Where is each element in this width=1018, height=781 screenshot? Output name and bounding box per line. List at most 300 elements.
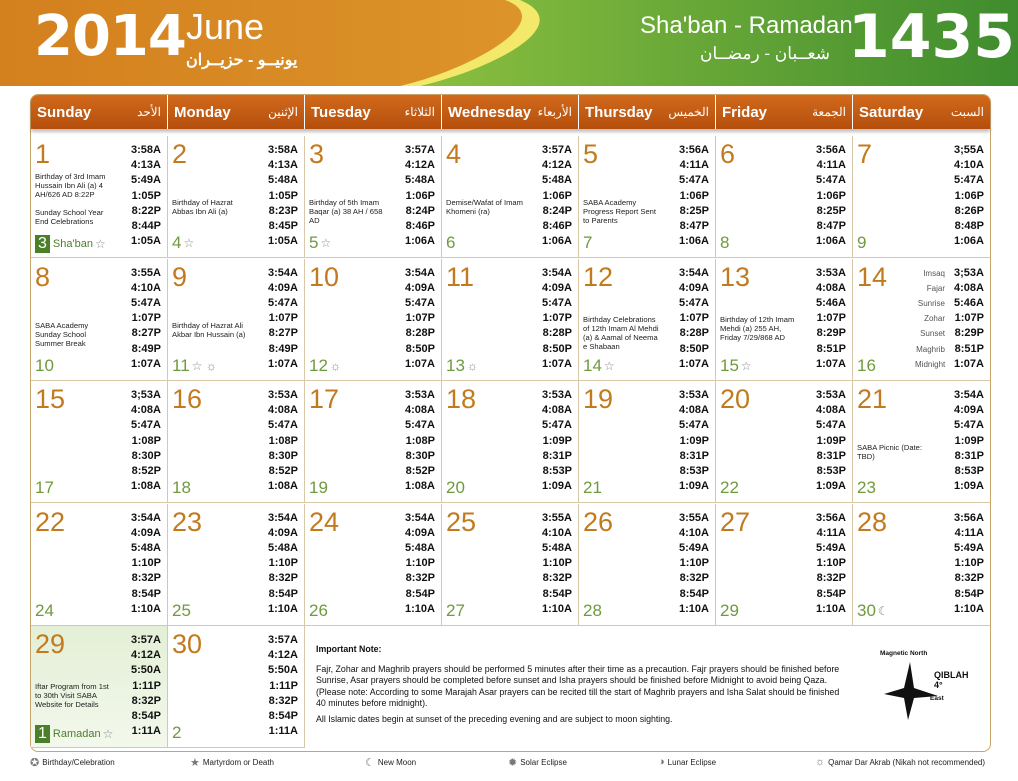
- prayer-time: 4:09A: [268, 281, 298, 294]
- prayer-time: 8:22P: [131, 204, 161, 217]
- prayer-time: 1:06A: [679, 235, 709, 248]
- weekday-friday: [716, 95, 853, 129]
- event-symbol-icon: ☆: [603, 358, 615, 373]
- prayer-time: 4:09A: [954, 404, 984, 417]
- prayer-time-label: Imsaq: [923, 268, 945, 278]
- hijri-day-number: 9: [857, 233, 867, 252]
- hijri-day-number: 27: [446, 600, 465, 620]
- prayer-time: 4:08A: [816, 281, 846, 294]
- prayer-time: 8:28P: [405, 327, 435, 340]
- prayer-time: 8:54P: [405, 587, 435, 600]
- prayer-time: 3:54A: [954, 389, 984, 401]
- hijri-date: [583, 478, 602, 498]
- hijri-date: [583, 233, 592, 253]
- prayer-time: 4:08A: [405, 404, 435, 417]
- prayer-time: 3:54A: [542, 266, 572, 279]
- hijri-day-number: 26: [309, 600, 328, 620]
- day-number: 30: [172, 629, 203, 659]
- prayer-time: 3:54A: [268, 266, 298, 279]
- prayer-times: [131, 511, 161, 617]
- prayer-time: 3:56A: [679, 144, 709, 156]
- event-note: SABA Academy Sunday School Summer Break: [35, 320, 89, 348]
- prayer-time: 5:48A: [542, 174, 572, 187]
- weekday-header-row: [31, 95, 990, 129]
- prayer-time: 1:10P: [542, 557, 572, 570]
- prayer-times: [542, 143, 572, 249]
- event-note: Birthday of 5th Imam Baqar (a) 38 AH / 658 AD: [309, 198, 383, 225]
- prayer-time: 1:05A: [268, 235, 298, 248]
- prayer-time: 1:09P: [954, 434, 984, 447]
- prayer-time: 1:06P: [405, 189, 435, 202]
- month-title-arabic: يونيــو - حزيــران: [186, 52, 298, 69]
- legend-label: Solar Eclipse: [520, 758, 567, 767]
- prayer-time: 3:53A: [816, 266, 846, 279]
- prayer-time: 1:10A: [679, 602, 709, 615]
- weekday-ar: الأحد: [137, 105, 161, 119]
- prayer-time: 8:24P: [542, 204, 572, 217]
- hijri-day-number: 11: [172, 355, 190, 375]
- prayer-time-labels: [915, 266, 945, 372]
- calendar-day-cell: [31, 504, 168, 626]
- day-number: 28: [857, 506, 888, 537]
- day-number: 10: [309, 261, 340, 292]
- prayer-time: 1:10P: [679, 557, 709, 570]
- prayer-time: 1:10A: [405, 602, 435, 615]
- prayer-time: 1:07P: [131, 312, 161, 325]
- prayer-time: 1:10P: [131, 557, 161, 570]
- prayer-time: 8:46P: [405, 220, 435, 233]
- day-number: 12: [583, 261, 614, 292]
- prayer-time: 1:09A: [542, 480, 572, 493]
- calendar-day-cell: [853, 504, 990, 626]
- prayer-time: 4:11A: [816, 526, 846, 539]
- legend-item: [815, 756, 985, 768]
- hijri-date: [446, 356, 478, 376]
- weekday-saturday: [853, 95, 990, 129]
- calendar-day-cell: [168, 626, 305, 748]
- prayer-times: [131, 143, 161, 249]
- prayer-times: [405, 388, 435, 494]
- prayer-time-label: Maghrib: [916, 344, 945, 354]
- legend-item: [365, 756, 416, 769]
- prayer-time: 5:47A: [679, 174, 709, 187]
- weekday-ar: الثلاثاء: [404, 105, 435, 119]
- hijri-year-title: 1435: [848, 2, 1015, 72]
- prayer-time: 4:08A: [954, 281, 984, 294]
- new-moon-icon: ☾: [365, 757, 375, 769]
- prayer-time: 1:09A: [679, 480, 709, 493]
- prayer-time: 5:47A: [268, 296, 298, 309]
- prayer-time: 1:09A: [816, 480, 846, 493]
- weekday-en: Thursday: [585, 103, 653, 121]
- hijri-day-number: 3: [35, 235, 50, 253]
- hijri-date: [35, 356, 54, 376]
- lunar-eclipse-icon: ◑: [658, 756, 665, 768]
- prayer-time: 3:53A: [405, 389, 435, 401]
- prayer-time: 1:10P: [954, 557, 984, 570]
- prayer-time: 1:05P: [131, 189, 161, 202]
- hijri-date: [446, 601, 465, 621]
- hijri-date: [172, 601, 191, 621]
- prayer-times: [954, 266, 984, 372]
- important-note-paragraph: All Islamic dates begin at sunset of the preceding evening and are subject to moon sighting.: [316, 713, 673, 724]
- prayer-times: [954, 511, 984, 617]
- prayer-time: 1:10A: [268, 602, 298, 615]
- legend-label: Martyrdom or Death: [202, 758, 275, 767]
- compass-arrow-icon: [880, 658, 950, 728]
- prayer-time: 5:47A: [816, 419, 846, 432]
- day-number: 21: [857, 384, 888, 414]
- hijri-day-number: 28: [583, 600, 602, 620]
- day-number: 13: [720, 261, 751, 292]
- prayer-time: 3:54A: [679, 266, 709, 279]
- prayer-time: 4:08A: [131, 404, 161, 417]
- prayer-time: 8:54P: [268, 710, 298, 723]
- calendar-day-cell: [442, 259, 579, 381]
- day-number: 5: [583, 139, 599, 169]
- prayer-time: 4:11A: [954, 526, 984, 539]
- prayer-time: 8:29P: [954, 327, 984, 340]
- hijri-date: [720, 233, 729, 253]
- prayer-time: 4:12A: [542, 159, 572, 172]
- prayer-time: 8:31P: [816, 449, 846, 462]
- prayer-time: 4:09A: [131, 526, 161, 539]
- prayer-time: 5:48A: [542, 541, 572, 554]
- hijri-day-number: 17: [35, 478, 54, 497]
- prayer-time: 1:10P: [816, 557, 846, 570]
- prayer-times: [816, 388, 846, 494]
- prayer-time: 1:07P: [954, 312, 984, 325]
- prayer-time: 3;55A: [954, 144, 984, 156]
- prayer-time: 1:06P: [954, 189, 984, 202]
- prayer-time: 8:50P: [679, 342, 709, 355]
- day-number: 9: [172, 261, 188, 292]
- prayer-times: [131, 266, 161, 372]
- legend-label: Qamar Dar Akrab (Nikah not recommended): [828, 757, 986, 767]
- prayer-time: 4:09A: [679, 281, 709, 294]
- prayer-time: 5:46A: [816, 296, 846, 309]
- prayer-time: 1:07A: [816, 357, 846, 370]
- symbol-legend: [30, 755, 1018, 771]
- day-number: 6: [720, 139, 736, 169]
- prayer-time: 8:53P: [679, 465, 709, 478]
- weekday-sunday: [31, 95, 168, 129]
- prayer-time: 8:54P: [954, 587, 984, 600]
- prayer-time: 3:56A: [816, 144, 846, 156]
- prayer-time: 8:30P: [268, 449, 298, 462]
- weekday-monday: [168, 95, 305, 129]
- event-note: SABA Picnic (Date: TBD): [857, 443, 922, 461]
- prayer-time: 3:54A: [405, 266, 435, 279]
- hijri-date: [35, 478, 54, 498]
- legend-item: [658, 756, 716, 768]
- prayer-time: 1:07A: [268, 357, 298, 370]
- hijri-date: [857, 356, 876, 376]
- prayer-time: 8:45P: [268, 220, 298, 233]
- prayer-time: 5:47A: [679, 296, 709, 309]
- hijri-day-number: 30: [857, 600, 876, 620]
- prayer-time: 1:08A: [268, 480, 298, 493]
- prayer-time: 4:11A: [679, 159, 709, 172]
- calendar-day-cell: [305, 136, 442, 258]
- event-symbol-icon: ☆: [102, 727, 114, 741]
- weekday-en: Saturday: [859, 103, 924, 121]
- prayer-time: 4:13A: [268, 159, 298, 172]
- prayer-time: 1:07P: [268, 312, 298, 325]
- prayer-time: 5:49A: [131, 174, 161, 187]
- prayer-time: 1:09A: [954, 480, 984, 493]
- calendar-day-cell: [579, 259, 716, 381]
- prayer-time: 1:06P: [679, 189, 709, 202]
- prayer-time: 1:07P: [405, 312, 435, 325]
- calendar-day-cell: [853, 381, 990, 503]
- prayer-time: 1:09P: [816, 434, 846, 447]
- legend-item: [30, 756, 115, 769]
- prayer-time: 8:29P: [816, 327, 846, 340]
- legend-item: [508, 756, 567, 769]
- prayer-time: 1:08P: [131, 434, 161, 447]
- prayer-time: 8:28P: [679, 327, 709, 340]
- prayer-time: 8:53P: [954, 465, 984, 478]
- prayer-time: 4:08A: [816, 404, 846, 417]
- prayer-time: 3:57A: [542, 144, 572, 156]
- event-symbol-icon: ☆ ☼: [191, 358, 217, 373]
- qiblah-compass: [880, 650, 980, 720]
- prayer-time: 1:10A: [542, 602, 572, 615]
- hijri-month-name: Sha'ban: [52, 238, 93, 250]
- prayer-time: 3:54A: [131, 511, 161, 524]
- prayer-time: 1:08P: [268, 434, 298, 447]
- prayer-time: 4:11A: [816, 159, 846, 172]
- prayer-times: [816, 143, 846, 249]
- event-note: Demise/Wafat of Imam Khomeni (ra): [446, 198, 523, 216]
- weekday-ar: الخميس: [668, 105, 709, 119]
- prayer-time: 4:10A: [954, 159, 984, 172]
- hijri-day-number: 29: [720, 600, 739, 620]
- day-number: 25: [446, 506, 477, 537]
- prayer-time: 5:47A: [954, 174, 984, 187]
- prayer-time: 4:12A: [405, 159, 435, 172]
- hijri-date: [583, 601, 602, 621]
- prayer-time: 5:47A: [542, 296, 572, 309]
- hijri-months-arabic: شعــبان - رمضــان: [700, 44, 830, 63]
- east-label: East: [930, 695, 944, 702]
- prayer-times: [542, 266, 572, 372]
- prayer-time: 5:47A: [542, 419, 572, 432]
- prayer-time: 4:09A: [405, 281, 435, 294]
- prayer-time: 8:54P: [679, 587, 709, 600]
- prayer-time: 8:24P: [405, 204, 435, 217]
- martyrdom-icon: ★: [190, 757, 200, 769]
- hijri-date: [309, 233, 331, 253]
- calendar-day-cell: [31, 381, 168, 503]
- hijri-day-number: 22: [720, 478, 739, 497]
- prayer-time: 1:06P: [542, 189, 572, 202]
- prayer-time: 1:10P: [405, 557, 435, 570]
- prayer-time: 3:58A: [268, 144, 298, 156]
- qiblah-label: [934, 670, 969, 690]
- event-symbol-icon: ☼: [329, 358, 341, 373]
- prayer-time: 8:52P: [131, 465, 161, 478]
- prayer-times: [816, 511, 846, 617]
- hijri-date: [857, 601, 889, 621]
- prayer-time: 4:12A: [131, 649, 161, 662]
- prayer-time: 5:47A: [405, 419, 435, 432]
- day-number: 29: [35, 629, 66, 659]
- prayer-time: 1:07P: [542, 312, 572, 325]
- hijri-day-number: 6: [446, 233, 456, 252]
- prayer-time: 1:06A: [405, 235, 435, 248]
- event-note: Birthday of 12th Imam Mehdi (a) 255 AH, Friday 7/29/868 AD: [720, 314, 795, 342]
- calendar-day-cell: [31, 626, 168, 748]
- prayer-time: 1:10A: [131, 602, 161, 615]
- calendar-day-cell: [305, 259, 442, 381]
- prayer-time: 4:08A: [542, 404, 572, 417]
- prayer-time: 3:56A: [816, 511, 846, 524]
- prayer-time: 1:11P: [132, 679, 161, 692]
- prayer-time: 3:55A: [542, 511, 572, 524]
- legend-label: New Moon: [377, 758, 417, 767]
- prayer-time: 8:32P: [405, 572, 435, 585]
- prayer-time: 8:54P: [816, 587, 846, 600]
- prayer-times: [131, 388, 161, 494]
- prayer-times: [405, 511, 435, 617]
- day-number: 27: [720, 506, 751, 537]
- prayer-time: 4:10A: [679, 526, 709, 539]
- prayer-time: 8:32P: [131, 572, 161, 585]
- day-number: 19: [583, 384, 614, 414]
- hijri-date: [446, 478, 465, 498]
- event-note: Iftar Program from 1st to 30th Visit SABA Website for Details: [35, 682, 109, 709]
- prayer-time: 8:28P: [542, 327, 572, 340]
- hijri-day-number: 14: [583, 355, 602, 375]
- hijri-day-number: 10: [35, 355, 54, 375]
- weekday-en: Monday: [174, 103, 231, 121]
- calendar-day-cell: [579, 504, 716, 626]
- prayer-time: 5:49A: [954, 541, 984, 554]
- day-number: 20: [720, 384, 751, 414]
- hijri-date: [35, 601, 54, 621]
- hijri-day-number: 25: [172, 600, 191, 620]
- prayer-time: 3:58A: [131, 144, 161, 156]
- prayer-time: 8:32P: [268, 572, 298, 585]
- hijri-day-number: 24: [35, 600, 54, 620]
- calendar-day-cell: [168, 381, 305, 503]
- prayer-time: 5:49A: [816, 541, 846, 554]
- prayer-time: 1:06A: [542, 235, 572, 248]
- day-number: 8: [35, 261, 51, 292]
- prayer-time: 3:53A: [268, 389, 298, 401]
- calendar-day-cell: [442, 136, 579, 258]
- hijri-date: [172, 233, 194, 253]
- hijri-day-number: 18: [172, 478, 191, 497]
- magnetic-north-label: Magnetic North: [880, 650, 928, 657]
- calendar-day-cell: [442, 504, 579, 626]
- prayer-time: 1:06A: [816, 235, 846, 248]
- event-note: Birthday of Hazrat Abbas Ibn Ali (a): [172, 198, 233, 216]
- prayer-time: 1:10P: [268, 557, 298, 570]
- prayer-time: 8:23P: [268, 204, 298, 217]
- prayer-time: 4:09A: [405, 526, 435, 539]
- prayer-time: 4:13A: [131, 159, 161, 172]
- prayer-time: 3:53A: [816, 389, 846, 401]
- prayer-time: 3:55A: [679, 511, 709, 524]
- event-symbol-icon: ☼: [466, 358, 478, 373]
- day-number: 16: [172, 384, 203, 414]
- legend-label: Lunar Eclipse: [667, 757, 717, 767]
- day-number: 7: [857, 139, 873, 169]
- hijri-date: [857, 233, 866, 253]
- prayer-time-label: Zohar: [924, 314, 945, 324]
- prayer-time: 8:27P: [131, 327, 161, 340]
- prayer-time: 8:32P: [131, 694, 161, 707]
- prayer-time: 8:31P: [954, 449, 984, 462]
- prayer-time: 1:09P: [679, 434, 709, 447]
- prayer-time: 5:47A: [268, 419, 298, 432]
- prayer-time: 3:57A: [131, 634, 161, 646]
- prayer-time: 5:50A: [131, 664, 161, 677]
- hijri-date: [446, 233, 455, 253]
- prayer-time: 5:47A: [816, 174, 846, 187]
- prayer-time: 1:07A: [679, 357, 709, 370]
- prayer-time: 8:54P: [268, 587, 298, 600]
- day-number: 15: [35, 384, 66, 414]
- weekday-wednesday: [442, 95, 579, 129]
- prayer-time: 1:07A: [954, 357, 984, 370]
- hijri-date: [583, 356, 615, 376]
- prayer-time: 8:51P: [954, 342, 984, 355]
- prayer-time: 8:47P: [816, 220, 846, 233]
- hijri-date: [857, 478, 876, 498]
- prayer-time: 1:10A: [816, 602, 846, 615]
- important-note-title: Important Note:: [316, 644, 382, 654]
- calendar-day-cell: [305, 381, 442, 503]
- prayer-times: [954, 143, 984, 249]
- hijri-day-number: 23: [857, 478, 876, 497]
- prayer-time: 5:47A: [131, 419, 161, 432]
- event-symbol-icon: ☾: [877, 603, 889, 618]
- legend-label: Birthday/Celebration: [42, 758, 115, 767]
- prayer-time: 4:08A: [679, 404, 709, 417]
- important-note-paragraph: Fajr, Zohar and Maghrib prayers should be performed 5 minutes after their time as a precaution. Fajr prayers should be finished before Sunrise, Asar prayers should be completed before sunset and Isha prayers should be finished before Midnight to avoid being Qaza. (Please note: According to some Marajah Asar prayers can be recited till the start of Maghrib prayers and Isha Salat should be finished 40 minutes before midnight).: [316, 663, 840, 708]
- legend-item: [190, 756, 274, 769]
- hijri-date: [309, 601, 328, 621]
- prayer-time: 3:55A: [131, 266, 161, 279]
- prayer-time: 5:50A: [268, 664, 298, 677]
- hijri-day-number: 4: [172, 233, 182, 252]
- hijri-day-number: 12: [309, 355, 328, 375]
- hijri-date: [309, 478, 328, 498]
- prayer-time: 8:50P: [405, 342, 435, 355]
- hijri-date: [720, 478, 739, 498]
- calendar-day-cell: [31, 259, 168, 381]
- prayer-time: 4:08A: [268, 404, 298, 417]
- prayer-time: 5:47A: [954, 419, 984, 432]
- hijri-date: [720, 356, 752, 376]
- prayer-time: 8:32P: [679, 572, 709, 585]
- prayer-time-label: Sunset: [920, 329, 945, 339]
- solar-eclipse-icon: ✹: [508, 757, 518, 769]
- weekday-en: Friday: [722, 103, 768, 121]
- prayer-times: [405, 266, 435, 372]
- prayer-time: 8:30P: [405, 449, 435, 462]
- calendar-day-cell: [716, 136, 853, 258]
- day-number: 22: [35, 506, 66, 537]
- prayer-time: 3:56A: [954, 511, 984, 524]
- prayer-time: 4:10A: [542, 526, 572, 539]
- prayer-time: 1:08A: [131, 480, 161, 493]
- prayer-times: [131, 633, 161, 739]
